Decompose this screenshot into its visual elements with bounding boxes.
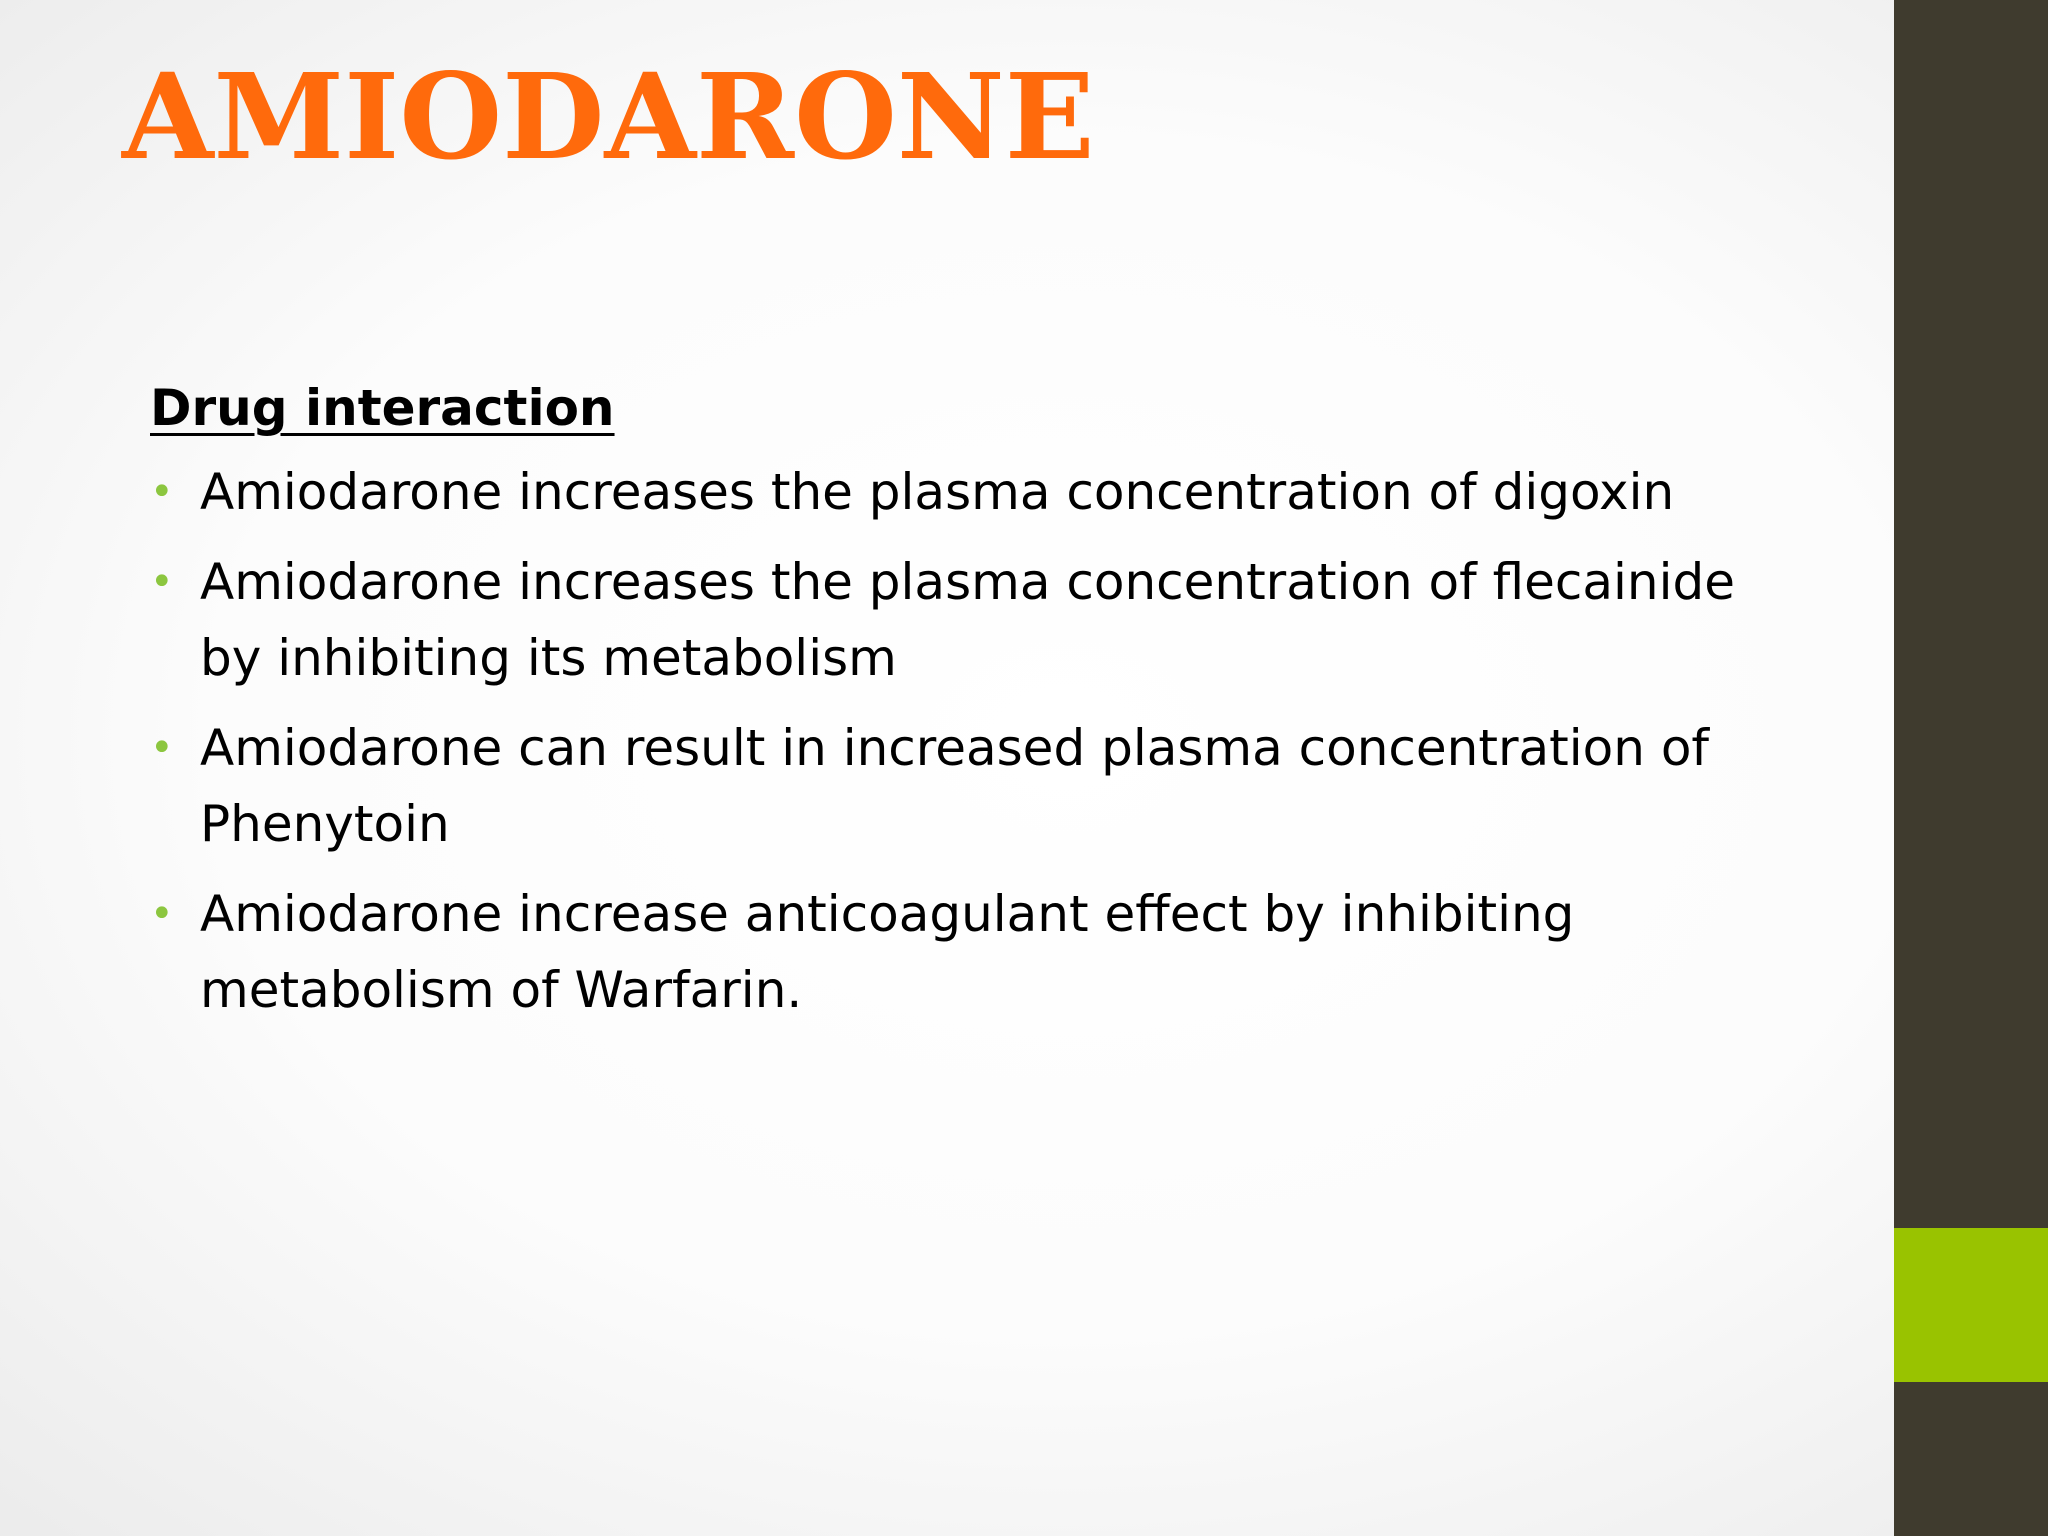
slide-content xyxy=(150,370,1790,1042)
bullet-text: Amiodarone increases the plasma concentration of digoxin xyxy=(200,463,1675,521)
bullet-item xyxy=(150,544,1790,696)
section-heading: Drug interaction xyxy=(150,379,615,437)
sidebar-accent-block xyxy=(1894,1228,2048,1382)
bullet-item xyxy=(150,454,1790,530)
bullet-item xyxy=(150,710,1790,862)
bullet-text: Amiodarone increase anticoagulant effect by inhibiting metabolism of Warfarin. xyxy=(200,885,1575,1019)
bullet-text: Amiodarone increases the plasma concentration of flecainide by inhibiting its metabolism xyxy=(200,553,1735,687)
bullet-item xyxy=(150,876,1790,1028)
bullet-list xyxy=(150,454,1790,1028)
bullet-text: Amiodarone can result in increased plasma concentration of Phenytoin xyxy=(200,719,1710,853)
slide-title: AMIODARONE xyxy=(122,47,1095,186)
bullet-dot-icon: • xyxy=(150,725,174,771)
bullet-dot-icon: • xyxy=(150,891,174,937)
bullet-dot-icon: • xyxy=(150,559,174,605)
bullet-dot-icon: • xyxy=(150,469,174,515)
